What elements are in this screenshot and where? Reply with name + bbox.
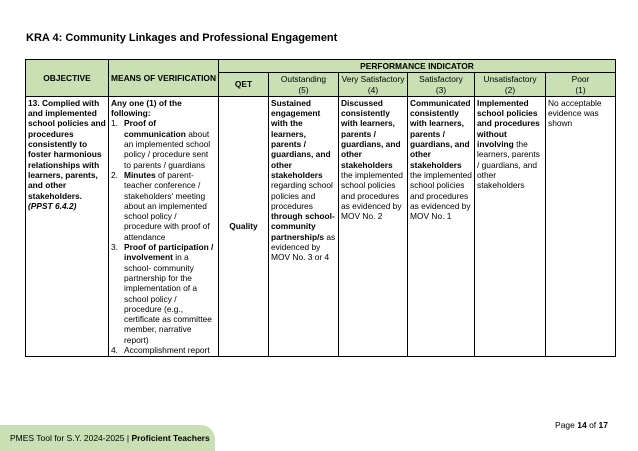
header-rating-outstanding: Outstanding (5)	[269, 73, 339, 97]
qet-cell: Quality	[219, 96, 269, 356]
mov-item: 3. Proof of participation / involvement in a school- community partnership for the implementation of a school policy / procedure (e.g., certificate as committee member, narrative report)	[111, 242, 214, 345]
mov-item: 1. Proof of communication about an implemented school policy / procedure sent to parents / guardians	[111, 118, 211, 170]
header-performance-indicator: PERFORMANCE INDICATOR	[219, 60, 616, 73]
header-rating-very-satisfactory: Very Satisfactory (4)	[339, 73, 408, 97]
footer-text: PMES Tool for S.Y. 2024-2025 | Proficient Teachers	[10, 433, 210, 443]
footer-banner	[0, 425, 215, 451]
header-rating-satisfactory: Satisfactory (3)	[408, 73, 475, 97]
header-qet: QET	[219, 73, 269, 97]
mov-item: 4. Accomplishment report	[111, 345, 210, 356]
page-number: Page 14 of 17	[555, 420, 608, 430]
satisfactory-cell: Communicated consistently with learners, parents / guardians, and other stakeholders the implemented school policies and procedures as evidenced by MOV No. 1	[408, 96, 475, 356]
header-objective: OBJECTIVE	[26, 60, 109, 97]
mov-list	[111, 118, 216, 355]
mov-cell: Any one (1) of the following: 1. Proof of communication about an implemented school policy / procedure sent to parents / guardians 2. Minutes of parent-teacher conference / stakeholders' meeting about an implemented school policy / procedure with proof of attendance 3. Proof of participation / involvement in a school- community partnership for the implementation of a school policy / procedure (e.g., certificate as committee member, narrative report) 4. Accomplishment report	[109, 96, 219, 356]
unsatisfactory-cell: Implemented school policies and procedures without involving the learners, parents / guardians, and other stakeholders	[475, 96, 546, 356]
very-satisfactory-cell: Discussed consistently with learners, parents / guardians, and other stakeholders the implemented school policies and procedures as evidenced by MOV No. 2	[339, 96, 408, 356]
rubric-table	[25, 59, 616, 357]
header-mov: MEANS OF VERIFICATION	[109, 60, 219, 97]
outstanding-cell: Sustained engagement with the learners, parents / guardians, and other stakeholders regarding school policies and procedures through school-community partnership/s as evidenced by MOV No. 3 or 4	[269, 96, 339, 356]
kra-title: KRA 4: Community Linkages and Professional Engagement	[26, 32, 338, 44]
objective-cell: 13. Complied with and implemented school policies and procedures consistently to foster harmonious relationships with learners, parents, and other stakeholders. (PPST 6.4.2)	[26, 96, 109, 356]
mov-item: 2. Minutes of parent-teacher conference / stakeholders' meeting about an implemented school policy / procedure with proof of attendance	[111, 169, 210, 242]
header-rating-unsatisfactory: Unsatisfactory (2)	[475, 73, 546, 97]
header-rating-poor: Poor (1)	[546, 73, 616, 97]
poor-cell: No acceptable evidence was shown	[546, 96, 616, 356]
